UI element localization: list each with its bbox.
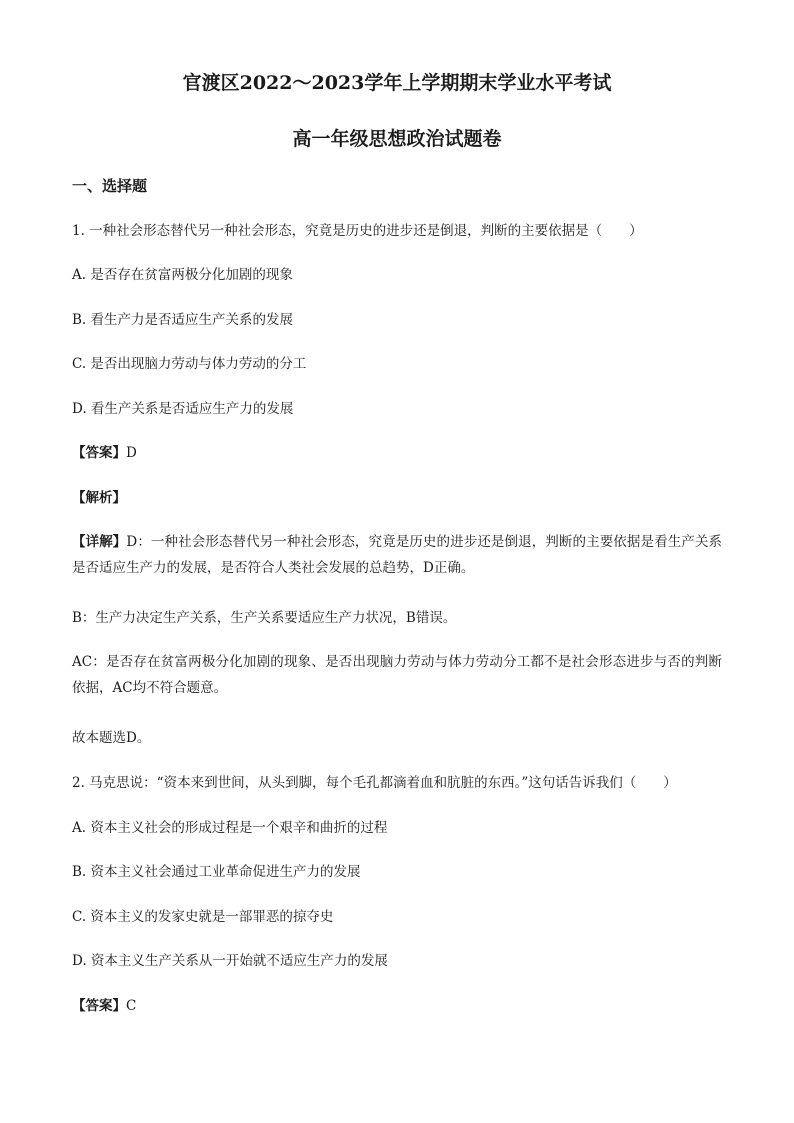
q2-option-d: D. 资本主义生产关系从一开始就不适应生产力的发展 bbox=[72, 953, 388, 969]
q1-option-c: C. 是否出现脑力劳动与体力劳动的分工 bbox=[72, 356, 307, 372]
section-heading: 一、选择题 bbox=[72, 177, 148, 195]
q1-detail-label: 【详解】 bbox=[72, 534, 127, 550]
q1-option-a: A. 是否存在贫富两极分化加剧的现象 bbox=[72, 267, 293, 283]
q2-option-b: B. 资本主义社会通过工业革命促进生产力的发展 bbox=[72, 864, 361, 880]
q2-answer-label: 【答案】 bbox=[72, 998, 126, 1014]
q1-stem: 1. 一种社会形态替代另一种社会形态，究竟是历史的进步还是倒退，判断的主要依据是（ ） bbox=[72, 223, 643, 239]
q2-option-a: A. 资本主义社会的形成过程是一个艰辛和曲折的过程 bbox=[72, 820, 388, 836]
q1-analysis-label: 【解析】 bbox=[72, 490, 126, 506]
q1-answer-label: 【答案】 bbox=[72, 445, 126, 461]
q1-detail bbox=[72, 529, 722, 581]
q1-b-explanation: B：生产力决定生产关系，生产关系要适应生产力状况，B错误。 bbox=[72, 610, 457, 626]
q1-answer bbox=[72, 443, 734, 463]
q1-option-d: D. 看生产关系是否适应生产力的发展 bbox=[72, 401, 294, 417]
q1-conclusion: 故本题选D。 bbox=[72, 730, 151, 746]
q1-ac-explanation: AC：是否存在贫富两极分化加剧的现象、是否出现脑力劳动与体力劳动分工都不是社会形态进步与否的判断依据，AC均不符合题意。 bbox=[72, 654, 722, 696]
q2-answer-value: C bbox=[126, 998, 137, 1014]
q1-detail-text: D：一种社会形态替代另一种社会形态，究竟是历史的进步还是倒退，判断的主要依据是看生产关系是否适应生产力的发展，是否符合人类社会发展的总趋势，D正确。 bbox=[72, 534, 723, 576]
q1-answer-value: D bbox=[126, 445, 137, 461]
exam-title-line1: 官渡区2022～2023学年上学期期末学业水平考试 bbox=[182, 72, 612, 94]
q1-analysis bbox=[72, 488, 734, 508]
q2-answer bbox=[72, 996, 734, 1016]
q2-stem: 2. 马克思说：“资本来到世间，从头到脚，每个毛孔都滴着血和肮脏的东西。”这句话告诉我们（ ） bbox=[72, 775, 677, 791]
exam-title-line2: 高一年级思想政治试题卷 bbox=[292, 128, 502, 150]
q2-option-c: C. 资本主义的发家史就是一部罪恶的掠夺史 bbox=[72, 909, 334, 925]
q1-option-b: B. 看生产力是否适应生产关系的发展 bbox=[72, 312, 294, 328]
